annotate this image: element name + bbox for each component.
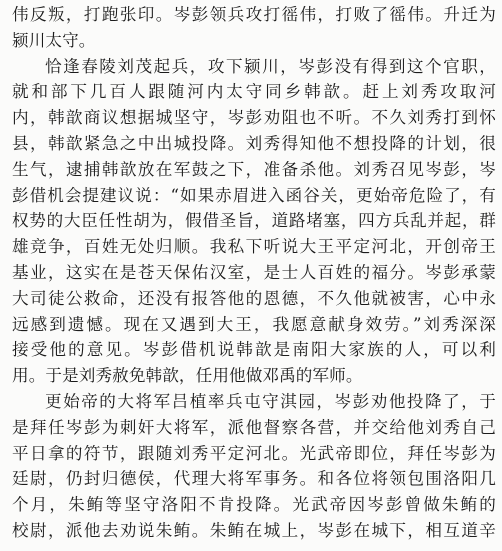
text-line: 用。于是刘秀赦免韩歆，任用他做邓禹的军师。 (12, 366, 363, 386)
text-line: 颍川太守。 (12, 30, 96, 50)
text-line: 廷尉，仍封归德侯，代理大将军事务。和各位将领包围洛阳几 (12, 469, 496, 489)
text-line: 校尉，派他去劝说朱鲔。朱鲔在城上，岑彭在城下，相互道辛 (12, 520, 496, 540)
text-line: 个月，朱鲔等坚守洛阳不肯投降。光武帝因岑彭曾做朱鲔的 (12, 495, 496, 515)
text-line: 雄竞争，百姓无处归顺。我私下听说大王平定河北，开创帝王 (12, 237, 496, 257)
text-line: 生气，逮捕韩歆放在军鼓之下，准备杀他。刘秀召见岑彭，岑 (12, 159, 496, 179)
text-line: 权势的大臣任性胡为，假借圣旨，道路堵塞，四方兵乱并起，群 (12, 211, 496, 231)
text-line: 远感到遗憾。现在又遇到大王，我愿意献身效劳。”刘秀深深 (12, 314, 496, 334)
text-line: 内，韩歆商议想据城坚守，岑彭劝阻也不听。不久刘秀打到怀 (12, 108, 496, 128)
text-line: 大司徒公救命，还没有报答他的恩德，不久他就被害，心中永 (12, 288, 496, 308)
text-line: 是拜任岑彭为刺奸大将军，派他督察各营，并交给他刘秀自己 (12, 417, 496, 437)
text-line: 平日拿的符节，跟随刘秀平定河北。光武帝即位，拜任岑彭为 (12, 443, 496, 463)
text-line: 基业，这实在是苍天保佑汉室，是士人百姓的福分。岑彭承蒙 (12, 262, 496, 282)
text-line: 彭借机会提建议说：“如果赤眉进入函谷关，更始帝危险了，有 (12, 185, 496, 205)
paragraph-start-line: 更始帝的大将军吕植率兵屯守淇园，岑彭劝他投降了，于 (45, 391, 496, 411)
text-line: 就和部下几百人跟随河内太守同乡韩歆。赶上刘秀攻取河 (12, 82, 496, 102)
text-line: 伟反叛，打跑张印。岑彭领兵攻打徭伟，打败了徭伟。升迁为 (12, 5, 496, 24)
text-line: 接受他的意见。岑彭借机说韩歆是南阳大家族的人，可以利 (12, 340, 496, 360)
document-body (12, 2, 496, 544)
paragraph-start-line: 恰逢春陵刘茂起兵，攻下颍川，岑彭没有得到这个官职， (45, 56, 496, 76)
text-line: 县，韩歆紧急之中出城投降。刘秀得知他不想投降的计划，很 (12, 133, 496, 153)
